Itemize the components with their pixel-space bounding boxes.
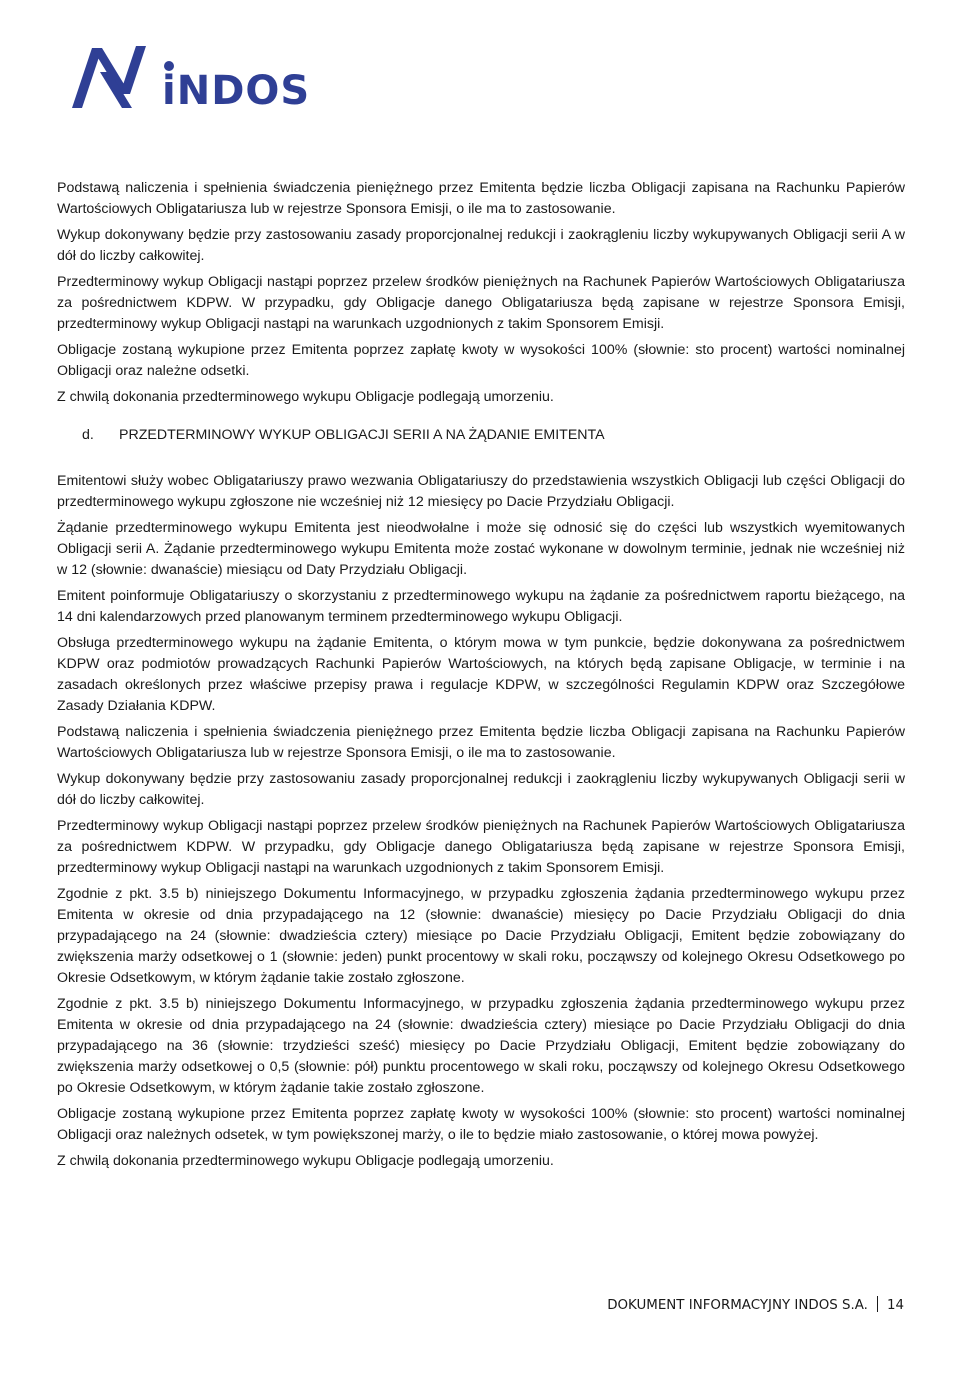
body-paragraph: Z chwilą dokonania przedterminowego wykupu Obligacje podlegają umorzeniu. (57, 389, 554, 405)
footer-divider (877, 1296, 878, 1312)
body-paragraph: Obligacje zostaną wykupione przez Emitenta poprzez zapłatę kwoty w wysokości 100% (słownie: sto procent) wartości nominalnej Obligacji oraz należnych odsetek, w tym powiększonej marży, o ile to będzie miało zastosowanie, o której mowa powyżej. (57, 1106, 905, 1143)
body-paragraph: Przedterminowy wykup Obligacji nastąpi poprzez przelew środków pieniężnych na Rachunek Papierów Wartościowych Obligatariusza za pośrednictwem KDPW. W przypadku, gdy Obligacje danego Obligatariusza będą zapisane w rejestrze Sponsora Emisji, przedterminowy wykup Obligacji nastąpi na warunkach uzgodnionych z takim Sponsorem Emisji. (57, 818, 905, 876)
body-paragraph: Przedterminowy wykup Obligacji nastąpi poprzez przelew środków pieniężnych na Rachunek Papierów Wartościowych Obligatariusza za pośrednictwem KDPW. W przypadku, gdy Obligacje danego Obligatariusza będą zapisane w rejestrze Sponsora Emisji, przedterminowy wykup Obligacji nastąpi na warunkach uzgodnionych z takim Sponsorem Emisji. (57, 274, 905, 332)
indos-logo-graphic (70, 42, 332, 112)
paragraph-group-intro (57, 178, 905, 408)
paragraph-group-section-d (57, 471, 905, 1172)
logo-emblem-right-stroke (120, 46, 146, 94)
body-paragraph: Zgodnie z pkt. 3.5 b) niniejszego Dokumentu Informacyjnego, w przypadku zgłoszenia żądania przedterminowego wykupu przez Emitenta w okresie od dnia przypadającego na 12 (słownie: dwanaście) miesięcy po Dacie Przydziału Obligacji do dnia przypadającego na 24 (słownie: dwadzieścia cztery) miesiące po Dacie Przydziału Obligacji, Emitent będzie zobowiązany do zwiększenia marży odsetkowej o 1 (słownie: jeden) punkt procentowy w skali roku, począwszy od kolejnego Okresu Odsetkowego po Okresie Odsetkowym, w którym żądanie takie zostało zgłoszone. (57, 886, 905, 986)
company-logo (70, 42, 332, 112)
body-paragraph: Podstawą naliczenia i spełnienia świadczenia pieniężnego przez Emitenta będzie liczba Obligacji zapisana na Rachunku Papierów Wartościowych Obligatariusza lub w rejestrze Sponsora Emisji, o ile ma to zastosowanie. (57, 724, 905, 761)
body-paragraph: Emitentowi służy wobec Obligatariuszy prawo wezwania Obligatariuszy do przedstawienia wszystkich Obligacji lub części Obligacji do przedterminowego wykupu zgłoszone nie wcześniej niż 12 miesięcy po Dacie Przydziału Obligacji. (57, 473, 905, 510)
section-heading (57, 425, 905, 446)
body-paragraph: Zgodnie z pkt. 3.5 b) niniejszego Dokumentu Informacyjnego, w przypadku zgłoszenia żądania przedterminowego wykupu przez Emitenta w okresie od dnia przypadającego na 24 (słownie: dwadzieścia cztery) miesiące po Dacie Przydziału Obligacji do dnia przypadającego na 36 (słownie: trzydzieści sześć) miesięcy po Dacie Przydziału Obligacji, Emitent będzie zobowiązany do zwiększenia marży odsetkowej o 0,5 (słownie: pół) punktu procentowego w skali roku, począwszy od kolejnego Okresu Odsetkowego po Okresie Odsetkowym, w którym żądanie takie zostało zgłoszone. (57, 996, 905, 1096)
body-paragraph: Podstawą naliczenia i spełnienia świadczenia pieniężnego przez Emitenta będzie liczba Obligacji zapisana na Rachunku Papierów Wartościowych Obligatariusza lub w rejestrze Sponsora Emisji, o ile ma to zastosowanie. (57, 180, 905, 217)
body-paragraph: Wykup dokonywany będzie przy zastosowaniu zasady proporcjonalnej redukcji i zaokrągleniu liczby wykupywanych Obligacji serii A w dół do liczby całkowitej. (57, 227, 905, 264)
body-paragraph: Z chwilą dokonania przedterminowego wykupu Obligacje podlegają umorzeniu. (57, 1153, 554, 1169)
body-paragraph: Żądanie przedterminowego wykupu Emitenta jest nieodwołalne i może się odnosić się do części lub wszystkich wyemitowanych Obligacji serii A. Żądanie przedterminowego wykupu Emitenta może zostać wykonane w dowolnym terminie, jednak nie wcześniej niż w 12 (słownie: dwanaście) miesiącu od Daty Przydziału Obligacji. (57, 520, 905, 578)
page-number: 14 (886, 1298, 904, 1313)
body-paragraph: Obligacje zostaną wykupione przez Emitenta poprzez zapłatę kwoty w wysokości 100% (słownie: sto procent) wartości nominalnej Obligacji oraz należne odsetki. (57, 342, 905, 379)
logo-wordmark: iNDOS (162, 68, 311, 112)
body-paragraph: Obsługa przedterminowego wykupu na żądanie Emitenta, o którym mowa w tym punkcie, będzie dokonywana za pośrednictwem KDPW oraz podmiotów prowadzących Rachunki Papierów Wartościowych, na których będą zapisane Obligacje, w terminie i na zasadach określonych przez właściwe przepisy prawa i regulacje KDPW, w szczególności Regulamin KDPW oraz Szczegółowe Zasady Działania KDPW. (57, 635, 905, 714)
footer-document-title: DOKUMENT INFORMACYJNY INDOS S.A. (607, 1298, 868, 1313)
section-title: PRZEDTERMINOWY WYKUP OBLIGACJI SERII A NA ŻĄDANIE EMITENTA (119, 427, 605, 443)
page-footer (607, 1296, 904, 1316)
body-paragraph: Wykup dokonywany będzie przy zastosowaniu zasady proporcjonalnej redukcji i zaokrągleniu liczby wykupywanych Obligacji serii w dół do liczby całkowitej. (57, 771, 905, 808)
document-body (57, 178, 905, 1177)
section-number: d. (82, 427, 94, 443)
body-paragraph: Emitent poinformuje Obligatariuszy o skorzystaniu z przedterminowego wykupu na żądanie za pośrednictwem raportu bieżącego, na 14 dni kalendarzowych przed planowanym terminem przedterminowego wykupu Obligacji. (57, 588, 905, 625)
